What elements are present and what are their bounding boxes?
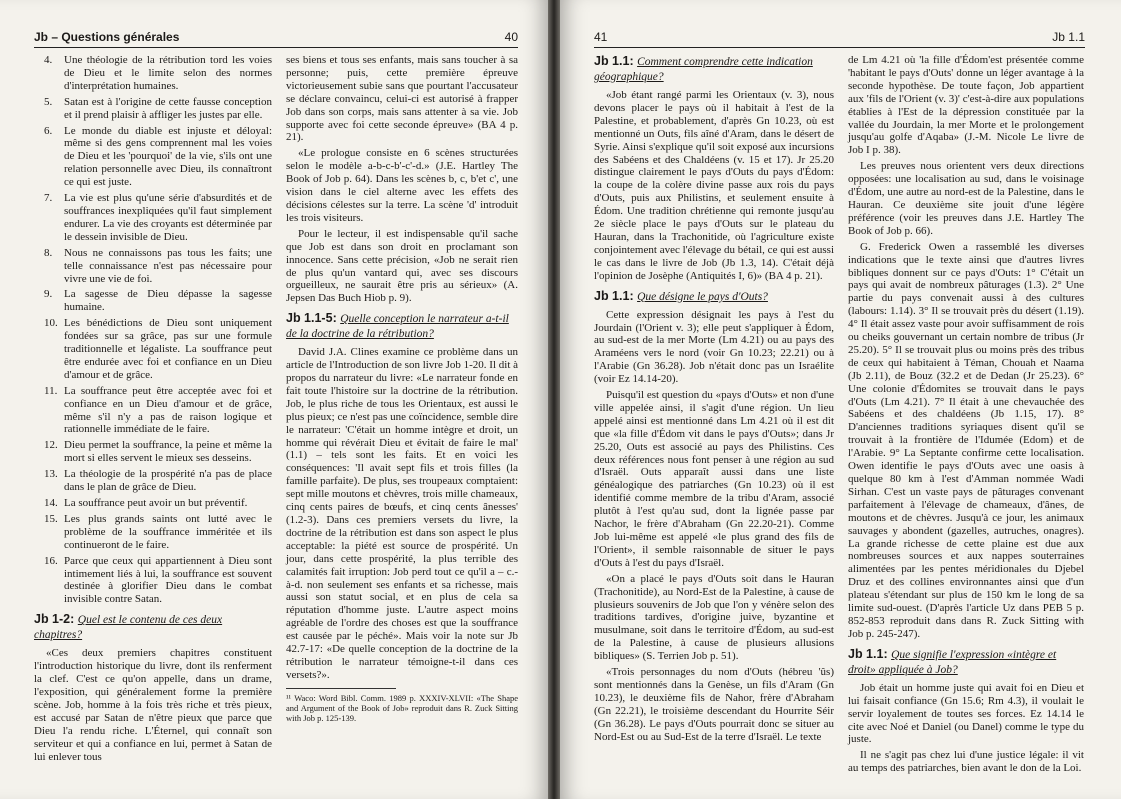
running-head-right xyxy=(594,30,1085,48)
section-question: Quelle conception le narrateur a-t-il de la doctrine de la rétribution? xyxy=(286,313,509,341)
section-question: Quel est le contenu de ces deux chapitres? xyxy=(34,614,223,642)
paragraph: Pour le lecteur, il est indispensable qu'il sache que Job est dans son droit en proclamant son innocence. Sans cette précision, «Job ne serait rien de plus qu'un vantard qui, avec ses discours orgueilleux, ne saurait être pris au sérieux» (A. Jepsen Das Buch Hiob p. 9). xyxy=(286,227,518,305)
list-text: La vie est plus qu'une série d'absurdités et de souffrances inexpliquées qu'il faut simplement endurer. La vie des croyants est déterminée par le dessein invisible de Dieu. xyxy=(64,192,272,243)
list-text: Dieu permet la souffrance, la peine et même la mort si elles servent le mieux ses desseins. xyxy=(64,439,272,465)
section-sep: : xyxy=(883,646,892,661)
left-column-1 xyxy=(34,54,272,766)
paragraph: David J.A. Clines examine ce problème dans un article de l'Introduction de son livre Job 1-20. Il dit à propos du narrateur du livre: «Le narrateur fonde en fait toute l'histoire sur la doctrine de la rétribution. Job, le plus riche de tous les Orientaux, est aussi le plus pieux; ce n'est pas une coïncidence, semble dire le narrateur: 'C'était un homme intègre et droit, un homme qui révérait Dieu et évitait de faire le mal' (1.1) – tels sont les faits. Et en voici les conséquences: 'Il avait sept fils et trois filles (la famille parfaite). De plus, ses troupeaux comptaient: sept mille moutons et chèvres, trois mille chameaux, cinq cents paires de bœufs, et cinq cents ânesses' (1.2-3). Dans ces premiers versets du livre, la doctrine de la rétribution est dans son aspect le plus acceptable: la piété est source de prospérité. Un jour, dans cette prospérité, la plus terrible des calamités fait irruption: Job perd tout ce qu'il a – c.-à-d. non seulement ses enfants et sa richesse, mais aussi son statut social, et en plus de cela sa réputation d'homme juste. L'autre aspect moins agréable de l'ordre des choses est que la souffrance est causée par le péché». Mais voir la note sur Jb 42.7-17: «De quelle conception de la doctrine de la rétribution le narrateur témoigne-t-il dans ces versets?». xyxy=(286,346,519,681)
list-text: La sagesse de Dieu dépasse la sagesse humaine. xyxy=(64,288,272,314)
section-ref: Jb 1.1 xyxy=(594,288,630,303)
list-number: 10. xyxy=(44,317,58,330)
paragraph: «Ces deux premiers chapitres constituent l'introduction historique du livre, dont ils renferment la clef. C'est ce qu'on appelle, dans un drame, l'exposition, qui généralement forme la première scène. Job, homme à la fois très riche et très pieux, est accusé par Satan de n'être pieux que parce que Dieu l'a rendu riche. L'Éternel, qui connaît son serviteur et qui a confiance en lui, permet à Satan de lui enlever tous xyxy=(34,647,272,763)
paragraph: Puisqu'il est question du «pays d'Outs» et non d'une ville appelée ainsi, il s'agit d'une région. Un lieu appelé ainsi est mentionné dans Lm 4.21 où il est dit que «la fille d'Édom vit dans le pays d'Outs»; dans Jr 25.20, Outs est associé au pays des Philistins. Ces deux références nous font penser à une région au sud d'Israël. Outs apparaît aussi dans une liste généalogique des patriarches (Gn 10.23) où il est identifié comme membre de la tribu d'Aram, associé plutôt à l'est qu'au sud, dont la lignée passe par Nachor, le frère d'Abraham (Gn 22.20-21). Comme Job lui-même est appelé «le plus grand des fils de l'Orient», il semble raisonnable de situer le pays d'Outs à l'est du pays d'Israël. xyxy=(594,389,834,569)
list-item xyxy=(34,54,272,93)
paragraph: Job était un homme juste qui avait foi en Dieu et lui faisait confiance (Gn 15.6; Rm 4.3), il voulait le servir loyalement de toutes ses forces. Ez 14.14 le cite avec Noé et Daniel (ou Danel) comme le type du juste. xyxy=(848,681,1084,746)
paragraph: «Job étant rangé parmi les Orientaux (v. 3), nous devons placer le pays où il habitait à l'est de la Palestine, et probablement, d'après Gn 10.23, où est mentionné un Outs, fils aîné d'Aram, dans le désert de Syrie. Ainsi s'explique qu'il soit exposé aux incursions des Sabéens et des Chaldéens (v. 15 et 17). Jr 25.20 distingue clairement le pays d'Outs du pays d'Édom: la coupe de la colère divine passe aux rois du pays d'Outs, puis aux Philistins, et seulement ensuite à Édom. Une tradition chrétienne qui remonte jusqu'au 2e siècle place le pays d'Outs sur le plateau du Hauran, dans la Trachonitide, où l'agriculture existe conjointement avec l'élevage du bétail, ce qui est aussi le cas dans le livre de Job (Jb 1.3, 14). C'était déjà l'opinion de Josèphe (Antiquités I, 6)» (BA 4 p. 21). xyxy=(594,89,834,282)
section-ref: Jb 1.1 xyxy=(594,54,630,68)
list-item xyxy=(34,125,272,190)
paragraph: «On a placé le pays d'Outs soit dans le Hauran (Trachonitide), au Nord-Est de la Palestine, à cause de plusieurs souvenirs de Job que l'on y vénère selon des traditions tardives, d'origine juive, byzantine et musulmane, soit dans le territoire d'Édom, au sud-est de la Palestine, à cause de plusieurs allusions bibliques» (S. Terrien Job p. 51). xyxy=(594,572,834,663)
list-item xyxy=(34,497,272,510)
list-text: Parce que ceux qui appartiennent à Dieu sont intimement liés à lui, la souffrance est souvent destinée à glorifier Dieu dans le combat invisible contre Satan. xyxy=(64,554,272,606)
section-ref: Jb 1-2 xyxy=(34,612,71,627)
book-gutter xyxy=(548,0,560,799)
footnote xyxy=(286,688,518,723)
list-text: Les plus grands saints ont lutté avec le problème de la souffrance imméritée et ils continueront de le faire. xyxy=(64,512,272,551)
running-head-title: Jb 1.1 xyxy=(1052,30,1085,44)
list-text: Nous ne connaissons pas tous les faits; une telle connaissance n'est pas nécessaire pour vivre une vie de foi. xyxy=(64,246,272,285)
list-number: 7. xyxy=(44,192,53,205)
list-item xyxy=(34,439,272,465)
list-number: 5. xyxy=(44,95,53,108)
right-page xyxy=(560,0,1121,799)
list-number: 8. xyxy=(44,246,53,259)
list-text: Les bénédictions de Dieu sont uniquement fondées sur sa grâce, pas sur une formule traditionnelle et légaliste. La souffrance peut être endurée avec foi et confiance en un Dieu d'amour et de grâce. xyxy=(64,317,272,381)
list-number: 16. xyxy=(44,554,58,567)
list-number: 6. xyxy=(44,124,53,137)
section-sep: : xyxy=(629,54,638,68)
section-heading xyxy=(286,311,518,341)
paragraph: «Trois personnages du nom d'Outs (hébreu 'ûs) sont mentionnés dans la Genèse, un fils d'Aram (Gn 10.23), le deuxième fils de Nahor, frère d'Abraham (Gn 22.21), le troisième descendant du Hourrite Séir (Gn 36.28). Le pays d'Outs pourrait donc se situer au Nord-Est ou au Sud-Est de la terre d'Israël. Le texte xyxy=(594,666,834,743)
list-item xyxy=(34,468,272,494)
page-number-left: 40 xyxy=(504,30,518,44)
list-item xyxy=(34,96,272,122)
section-question: Que désigne le pays d'Outs? xyxy=(637,290,768,303)
list-text: La souffrance peut être acceptée avec foi et confiance en un Dieu d'amour et de grâce, même s'il n'y a pas de raison logique et rationnelle immédiate de le faire. xyxy=(64,384,272,436)
section-sep: : xyxy=(70,612,78,627)
list-text: Une théologie de la rétribution tord les voies de Dieu et le limite selon des normes d'interprétation humaines. xyxy=(64,54,272,92)
list-item xyxy=(34,247,272,286)
section-ref: Jb 1.1 xyxy=(848,646,884,661)
section-heading xyxy=(594,54,834,84)
list-text: La souffrance peut avoir un but préventif. xyxy=(64,497,248,509)
paragraph: Cette expression désignait les pays à l'est du Jourdain (l'Orient v. 3); elle peut s'appliquer à Édom, au sud-est de la mer Morte (Lm 4.21) ou au pays des Araméens vers le nord (voir Gn 10.23; 22.21) ou à l'Arabie (Gn 36.28). Job n'était donc pas un Israélite (voir Ez 14.14-20). xyxy=(594,308,834,386)
section-sep: : xyxy=(332,311,341,326)
list-text: Le monde du diable est injuste et déloyal: même si des gens comprennent mal les voies de Dieu et les 'pourquoi' de la vie, s'ils ont une relation personnelle avec Dieu, ils connaîtront ce qui est juste. xyxy=(64,124,272,189)
section-sep: : xyxy=(629,288,638,303)
list-number: 12. xyxy=(44,439,58,452)
paragraph: de Lm 4.21 où 'la fille d'Édom'est présentée comme 'habitant le pays d'Outs' donne un léger avantage à la seconde hypothèse. De toute façon, Job appartient aux 'fils de l'Orient (v. 3)' c'est-à-dire aux populations établies à l'Est de la dépression constituée par la vallée du Jourdain, la mer Morte et le prolongement jusqu'au golfe d'Aqaba» (J.-M. Nicole Le livre de Job I p. 38). xyxy=(848,54,1084,157)
list-text: Satan est à l'origine de cette fausse conception et il prend plaisir à affliger les justes par elle. xyxy=(64,95,272,121)
list-number: 4. xyxy=(44,54,53,66)
list-item xyxy=(34,288,272,314)
page-number-right: 41 xyxy=(594,30,608,44)
paragraph: ses biens et tous ses enfants, mais sans toucher à sa personne; puis, cette première épreuve victorieusement subie sans que pourtant l'accusateur se déclare convaincu, celui-ci est autorisé à frapper Job dans son corps, mais sans attenter à sa vie. Job supporte avec foi cette seconde épreuve» (BA 4 p. 21). xyxy=(286,54,518,144)
list-number: 11. xyxy=(44,384,58,397)
list-item xyxy=(34,513,272,552)
section-heading xyxy=(848,647,1084,677)
section-question: Comment comprendre cette indication géographique? xyxy=(594,56,813,83)
section-heading xyxy=(34,612,272,642)
list-text: La théologie de la prospérité n'a pas de place dans le plan de grâce de Dieu. xyxy=(64,468,272,494)
paragraph: Les preuves nous orientent vers deux directions opposées: une localisation au sud, dans le voisinage d'Édom, une autre au nord-est de la Palestine, dans le Hauran. Ce deuxième site jouit d'une légère préférence (voir les preuves dans J.E. Hartley The Book of Job p. 66). xyxy=(848,160,1084,237)
list-item xyxy=(34,192,272,244)
list-item xyxy=(34,317,272,382)
paragraph: Il ne s'agit pas chez lui d'une justice légale: il vit au temps des patriarches, bien avant le don de la Loi. xyxy=(848,749,1084,775)
section-heading xyxy=(594,289,834,304)
section-ref: Jb 1.1-5 xyxy=(286,311,333,326)
list-number: 15. xyxy=(44,512,58,525)
running-head-title: Jb – Questions générales xyxy=(34,30,180,44)
running-head-left xyxy=(34,30,518,48)
list-number: 9. xyxy=(44,288,53,301)
list-number: 13. xyxy=(44,468,58,481)
section-question: Que signifie l'expression «intègre et droit» appliquée à Job? xyxy=(848,648,1057,676)
lessons-list xyxy=(34,54,272,606)
list-number: 14. xyxy=(44,497,58,509)
footnote-text: ¹¹ Waco: Word Bibl. Comm. 1989 p. XXXIV-XLVII: «The Shape and Argument of the Book of Job» reproduit dans R. Zuck Sitting with Job p. 125-139. xyxy=(286,692,518,723)
list-item xyxy=(34,555,272,607)
paragraph: «Le prologue consiste en 6 scènes structurées selon le modèle a-b-c-b'-c'-d.» (J.E. Hartley The Book of Job p. 64). Dans les scènes b, c, b'et c', une vision dans le ciel alterne avec les effets des décisions célestes sur la terre. La scène 'd' introduit les trois visiteurs. xyxy=(286,147,518,224)
paragraph: G. Frederick Owen a rassemblé les diverses indications que le texte ainsi que d'autres livres bibliques donnent sur ce pays d'Outs: 1° C'était un pays qui avait de nombreux pâturages (1.3). 2° Une partie du pays convenait aussi à des cultures (labours: 1.14). 3° Il se trouvait près du désert (1.19). 4° Il était assez vaste pour avoir suffisamment de rois ou cheiks gouvernant un certain nombre de tribus (Jr 25.20). 5° Il se trouvait plus ou moins près des tribus de ceux qui habitaient à Téman, Chouah et Naama (Jb 2.11), de Bouz (32.2 et de Dedan (Jr 25.23). 6° Une colonie d'Édomites se trouvait dans le pays d'Outs (Lm 4.21). 7° Il était à une chevauchée des Sabéens et des chaldéens (Jb 1.15, 17). 8° D'anciennes traditions syriaques disent qu'il se trouvait à la frontière de l'Idumée (Edom) et de l'Arabie. 9° La Septante confirme cette localisation. Owen identifie le pays d'Outs avec une oasis à quelque 80 km à l'est d'Amman nommée Wadi Sirhan. C'est un vaste pays de pâturages convenant parfaitement à l'élevage de chameaux, d'ânes, de moutons et de chèvres. Jusqu'à ce jour, les animaux sauvages y abondent (gazelles, autruches, onagres). La grande richesse de cette plaine est due aux nombreuses sources et aux nappes souterraines alimentées par les pentes méridionales du Djebel Druz et des collines environnantes ainsi que d'un plateau s'étendant sur plus de 150 km le long de sa limite sud-ouest. (D'après l'article Uz dans PEB 5 p. 852-853 reproduit dans dans R. Zuck Sitting with Job p. 245-247). xyxy=(848,240,1084,640)
left-column-2 xyxy=(286,54,518,723)
right-column-1 xyxy=(594,54,834,747)
list-item xyxy=(34,385,272,437)
right-column-2 xyxy=(848,54,1084,778)
left-page xyxy=(0,0,548,799)
